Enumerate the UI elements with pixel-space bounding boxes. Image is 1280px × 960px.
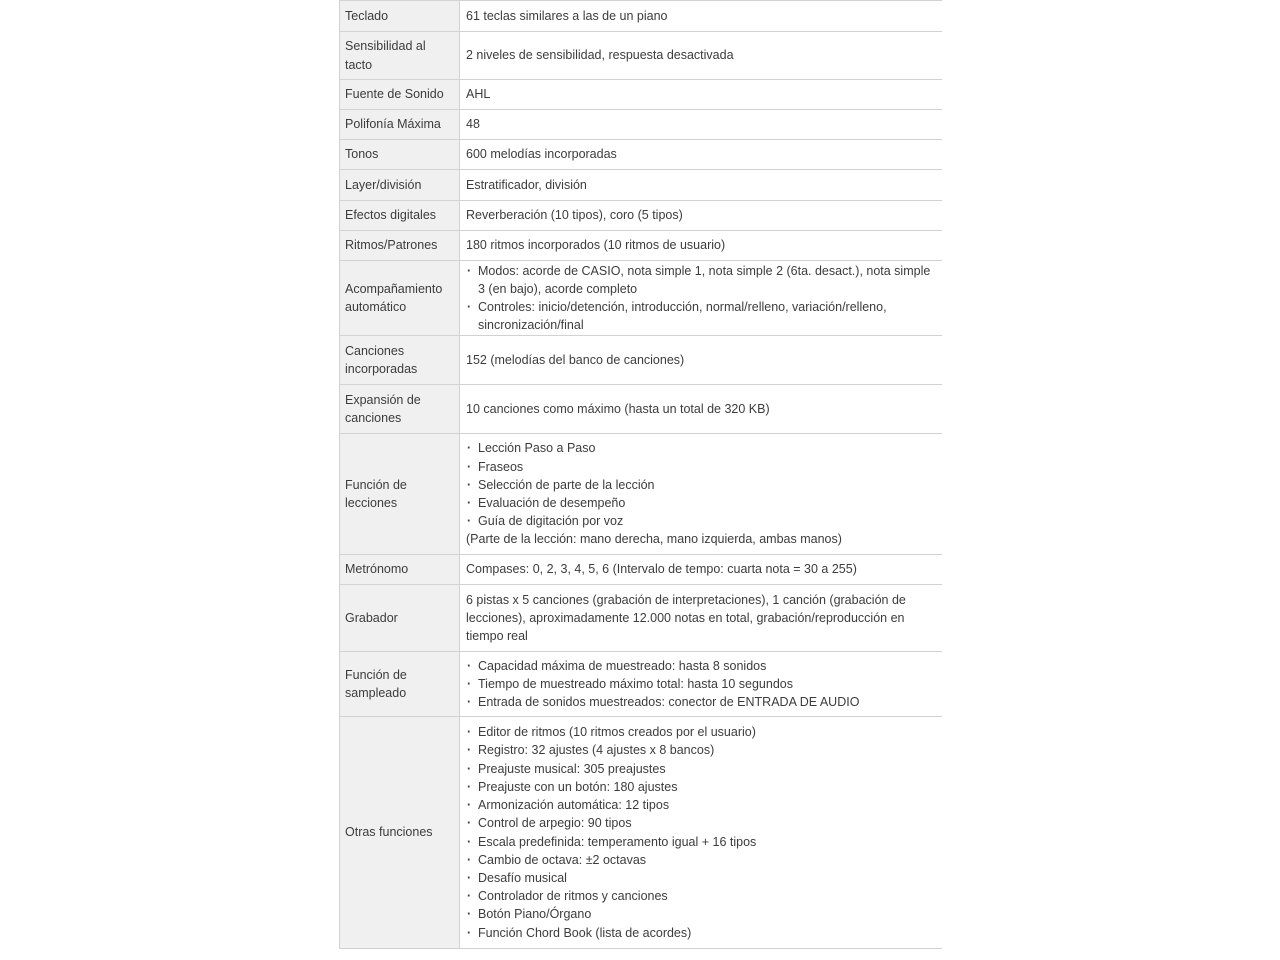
- spec-row: [340, 140, 943, 170]
- spec-row: [340, 110, 943, 140]
- spec-bullet-item: · Modos: acorde de CASIO, nota simple 1, nota simple 2 (6ta. desact.), nota simple 3 (en bajo), acorde completo: [466, 262, 934, 298]
- spec-bullet-item: · Selección de parte de la lección: [466, 476, 934, 494]
- spec-value: 10 canciones como máximo (hasta un total de 320 KB): [460, 385, 943, 434]
- spec-bullet-list: [466, 439, 934, 530]
- spec-label: Tonos: [340, 140, 460, 170]
- spec-bullet-item: · Armonización automática: 12 tipos: [466, 796, 934, 814]
- spec-value: 180 ritmos incorporados (10 ritmos de usuario): [460, 231, 943, 261]
- spec-row: [340, 652, 943, 717]
- spec-value: 6 pistas x 5 canciones (grabación de interpretaciones), 1 canción (grabación de lecciones), aproximadamente 12.000 notas en total, grabación/reproducción en tiempo real: [460, 585, 943, 652]
- spec-bullet-item: · Escala predefinida: temperamento igual + 16 tipos: [466, 833, 934, 851]
- spec-bullet-item: · Controlador de ritmos y canciones: [466, 887, 934, 905]
- spec-label: Ritmos/Patrones: [340, 231, 460, 261]
- spec-bullet-item: · Cambio de octava: ±2 octavas: [466, 851, 934, 869]
- spec-bullet-item: · Controles: inicio/detención, introducción, normal/relleno, variación/relleno, sincronización/final: [466, 298, 934, 334]
- spec-bullet-item: · Editor de ritmos (10 ritmos creados por el usuario): [466, 723, 934, 741]
- spec-label: Otras funciones: [340, 717, 460, 949]
- spec-label: Grabador: [340, 585, 460, 652]
- spec-bullet-item: · Evaluación de desempeño: [466, 494, 934, 512]
- spec-label: Expansión de canciones: [340, 385, 460, 434]
- spec-value: 48: [460, 110, 943, 140]
- spec-label: Función de lecciones: [340, 434, 460, 555]
- spec-value: 61 teclas similares a las de un piano: [460, 1, 943, 32]
- spec-row: [340, 434, 943, 555]
- spec-bullet-item: · Entrada de sonidos muestreados: conector de ENTRADA DE AUDIO: [466, 693, 934, 711]
- spec-table-body: [340, 1, 943, 949]
- spec-label: Efectos digitales: [340, 201, 460, 231]
- spec-bullet-item: · Preajuste con un botón: 180 ajustes: [466, 778, 934, 796]
- spec-value: [460, 652, 943, 717]
- spec-bullet-item: · Capacidad máxima de muestreado: hasta 8 sonidos: [466, 657, 934, 675]
- spec-label: Layer/división: [340, 170, 460, 201]
- spec-value: [460, 434, 943, 555]
- spec-label: Función de sampleado: [340, 652, 460, 717]
- spec-value: Reverberación (10 tipos), coro (5 tipos): [460, 201, 943, 231]
- spec-label: Polifonía Máxima: [340, 110, 460, 140]
- spec-value: AHL: [460, 80, 943, 110]
- spec-value: Estratificador, división: [460, 170, 943, 201]
- spec-bullet-item: · Registro: 32 ajustes (4 ajustes x 8 bancos): [466, 741, 934, 759]
- spec-table: [339, 0, 942, 949]
- spec-row: [340, 585, 943, 652]
- spec-row: [340, 170, 943, 201]
- spec-row: [340, 231, 943, 261]
- spec-bullet-list: [466, 723, 934, 941]
- spec-label: Canciones incorporadas: [340, 336, 460, 385]
- spec-row: [340, 717, 943, 949]
- spec-value: 600 melodías incorporadas: [460, 140, 943, 170]
- spec-bullet-item: · Preajuste musical: 305 preajustes: [466, 760, 934, 778]
- spec-bullet-item: · Control de arpegio: 90 tipos: [466, 814, 934, 832]
- spec-label: Sensibilidad al tacto: [340, 32, 460, 80]
- spec-bullet-item: · Botón Piano/Órgano: [466, 905, 934, 923]
- spec-bullet-item: · Lección Paso a Paso: [466, 439, 934, 457]
- spec-bullet-item: · Desafío musical: [466, 869, 934, 887]
- spec-row: [340, 555, 943, 585]
- spec-value: 152 (melodías del banco de canciones): [460, 336, 943, 385]
- spec-row: [340, 1, 943, 32]
- spec-row: [340, 80, 943, 110]
- spec-label: Fuente de Sonido: [340, 80, 460, 110]
- spec-row: [340, 336, 943, 385]
- spec-bullet-list: [466, 657, 934, 712]
- spec-value: Compases: 0, 2, 3, 4, 5, 6 (Intervalo de tempo: cuarta nota = 30 a 255): [460, 555, 943, 585]
- spec-bullet-list: [466, 262, 934, 335]
- spec-row: [340, 201, 943, 231]
- spec-label: Teclado: [340, 1, 460, 32]
- spec-bullet-item: · Tiempo de muestreado máximo total: hasta 10 segundos: [466, 675, 934, 693]
- spec-bullet-item: · Función Chord Book (lista de acordes): [466, 924, 934, 942]
- spec-label: Acompañamiento automático: [340, 261, 460, 336]
- spec-row: [340, 32, 943, 80]
- spec-value: 2 niveles de sensibilidad, respuesta desactivada: [460, 32, 943, 80]
- spec-label: Metrónomo: [340, 555, 460, 585]
- spec-value: [460, 261, 943, 336]
- spec-row: [340, 261, 943, 336]
- spec-bullet-item: · Guía de digitación por voz: [466, 512, 934, 530]
- spec-value: [460, 717, 943, 949]
- spec-row: [340, 385, 943, 434]
- spec-note: (Parte de la lección: mano derecha, mano izquierda, ambas manos): [466, 532, 842, 547]
- spec-bullet-item: · Fraseos: [466, 458, 934, 476]
